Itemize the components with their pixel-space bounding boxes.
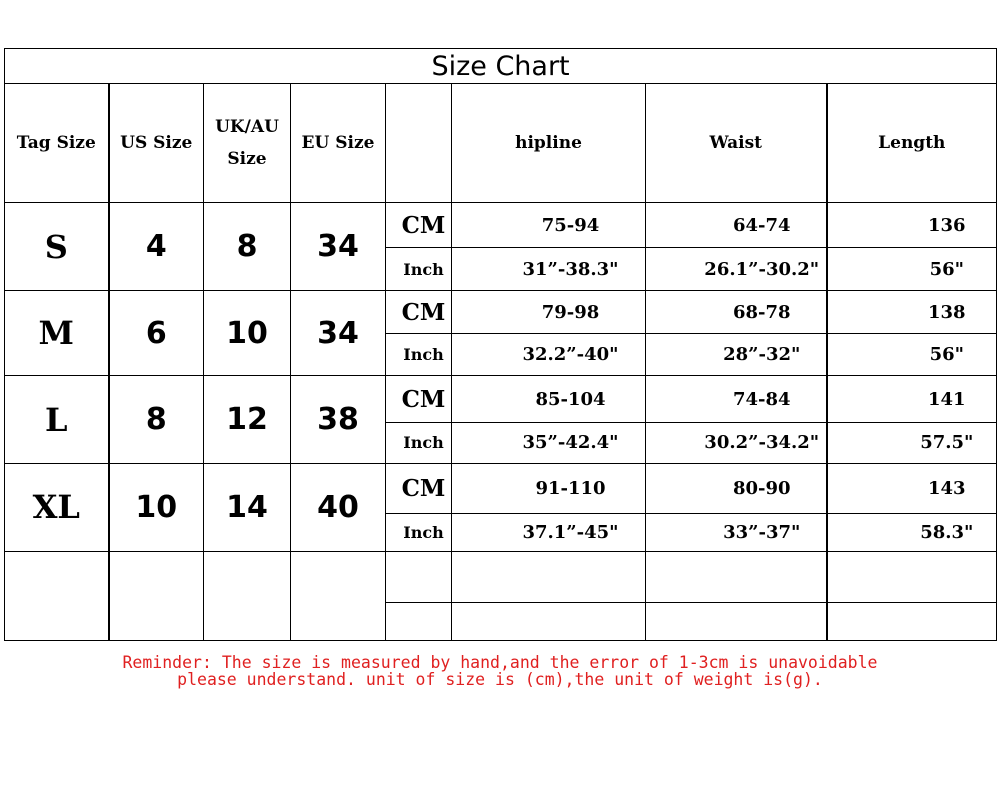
header-uk-au-line1: UK/AU [215,117,279,138]
header-eu-size: EU Size [291,84,386,203]
unit-cell: Inch [386,248,452,291]
header-length: Length [827,84,997,203]
us-size-cell: 6 [109,291,204,376]
reminder-line-2: please understand. unit of size is (cm),the unit of weight is(g). [177,670,823,689]
table-row-empty [5,551,997,602]
length-cell: 136 [827,203,997,248]
hipline-cell: 91-110 [452,463,646,513]
unit-cell: Inch [386,513,452,551]
tag-size-cell: S [5,203,109,291]
header-waist: Waist [646,84,827,203]
waist-cell: 68-78 [646,291,827,334]
hipline-cell: 32.2”-40" [452,334,646,376]
empty-cell [5,551,109,640]
waist-cell: 30.2”-34.2" [646,422,827,463]
us-size-cell: 4 [109,203,204,291]
waist-cell: 33”-37" [646,513,827,551]
reminder-line-1: Reminder: The size is measured by hand,and the error of 1-3cm is unavoidable [122,653,878,672]
hipline-cell: 35”-42.4" [452,422,646,463]
us-size-cell: 10 [109,463,204,551]
unit-cell: CM [386,203,452,248]
uk-size-cell: 10 [204,291,291,376]
header-uk-au-line2: Size [227,149,267,170]
unit-cell: CM [386,463,452,513]
empty-cell [646,551,827,602]
reminder-note [0,654,1000,688]
hipline-cell: 75-94 [452,203,646,248]
hipline-cell: 37.1”-45" [452,513,646,551]
waist-cell: 80-90 [646,463,827,513]
hipline-cell: 79-98 [452,291,646,334]
header-tag-size: Tag Size [5,84,109,203]
chart-title: Size Chart [5,49,997,84]
empty-cell [827,602,997,640]
waist-cell: 74-84 [646,376,827,422]
us-size-cell: 8 [109,376,204,463]
header-uk-au-size [204,84,291,203]
eu-size-cell: 38 [291,376,386,463]
table-row [5,203,997,248]
empty-cell [452,602,646,640]
hipline-cell: 85-104 [452,376,646,422]
header-us-size: US Size [109,84,204,203]
uk-size-cell: 12 [204,376,291,463]
unit-cell: CM [386,291,452,334]
length-cell: 138 [827,291,997,334]
waist-cell: 26.1”-30.2" [646,248,827,291]
waist-cell: 28”-32" [646,334,827,376]
table-row [5,291,997,334]
table-row [5,463,997,513]
table-row [5,376,997,422]
length-cell: 141 [827,376,997,422]
unit-cell: Inch [386,422,452,463]
eu-size-cell: 40 [291,463,386,551]
eu-size-cell: 34 [291,203,386,291]
header-hipline: hipline [452,84,646,203]
empty-cell [646,602,827,640]
waist-cell: 64-74 [646,203,827,248]
unit-cell: Inch [386,334,452,376]
empty-cell [204,551,291,640]
uk-size-cell: 14 [204,463,291,551]
tag-size-cell: M [5,291,109,376]
length-cell: 143 [827,463,997,513]
eu-size-cell: 34 [291,291,386,376]
hipline-cell: 31”-38.3" [452,248,646,291]
tag-size-cell: XL [5,463,109,551]
empty-cell [291,551,386,640]
uk-size-cell: 8 [204,203,291,291]
empty-cell [452,551,646,602]
header-unit [386,84,452,203]
length-cell: 56" [827,334,997,376]
length-cell: 57.5" [827,422,997,463]
empty-cell [827,551,997,602]
empty-cell [386,602,452,640]
size-chart-table [4,48,997,641]
tag-size-cell: L [5,376,109,463]
empty-cell [109,551,204,640]
empty-cell [386,551,452,602]
unit-cell: CM [386,376,452,422]
length-cell: 58.3" [827,513,997,551]
length-cell: 56" [827,248,997,291]
